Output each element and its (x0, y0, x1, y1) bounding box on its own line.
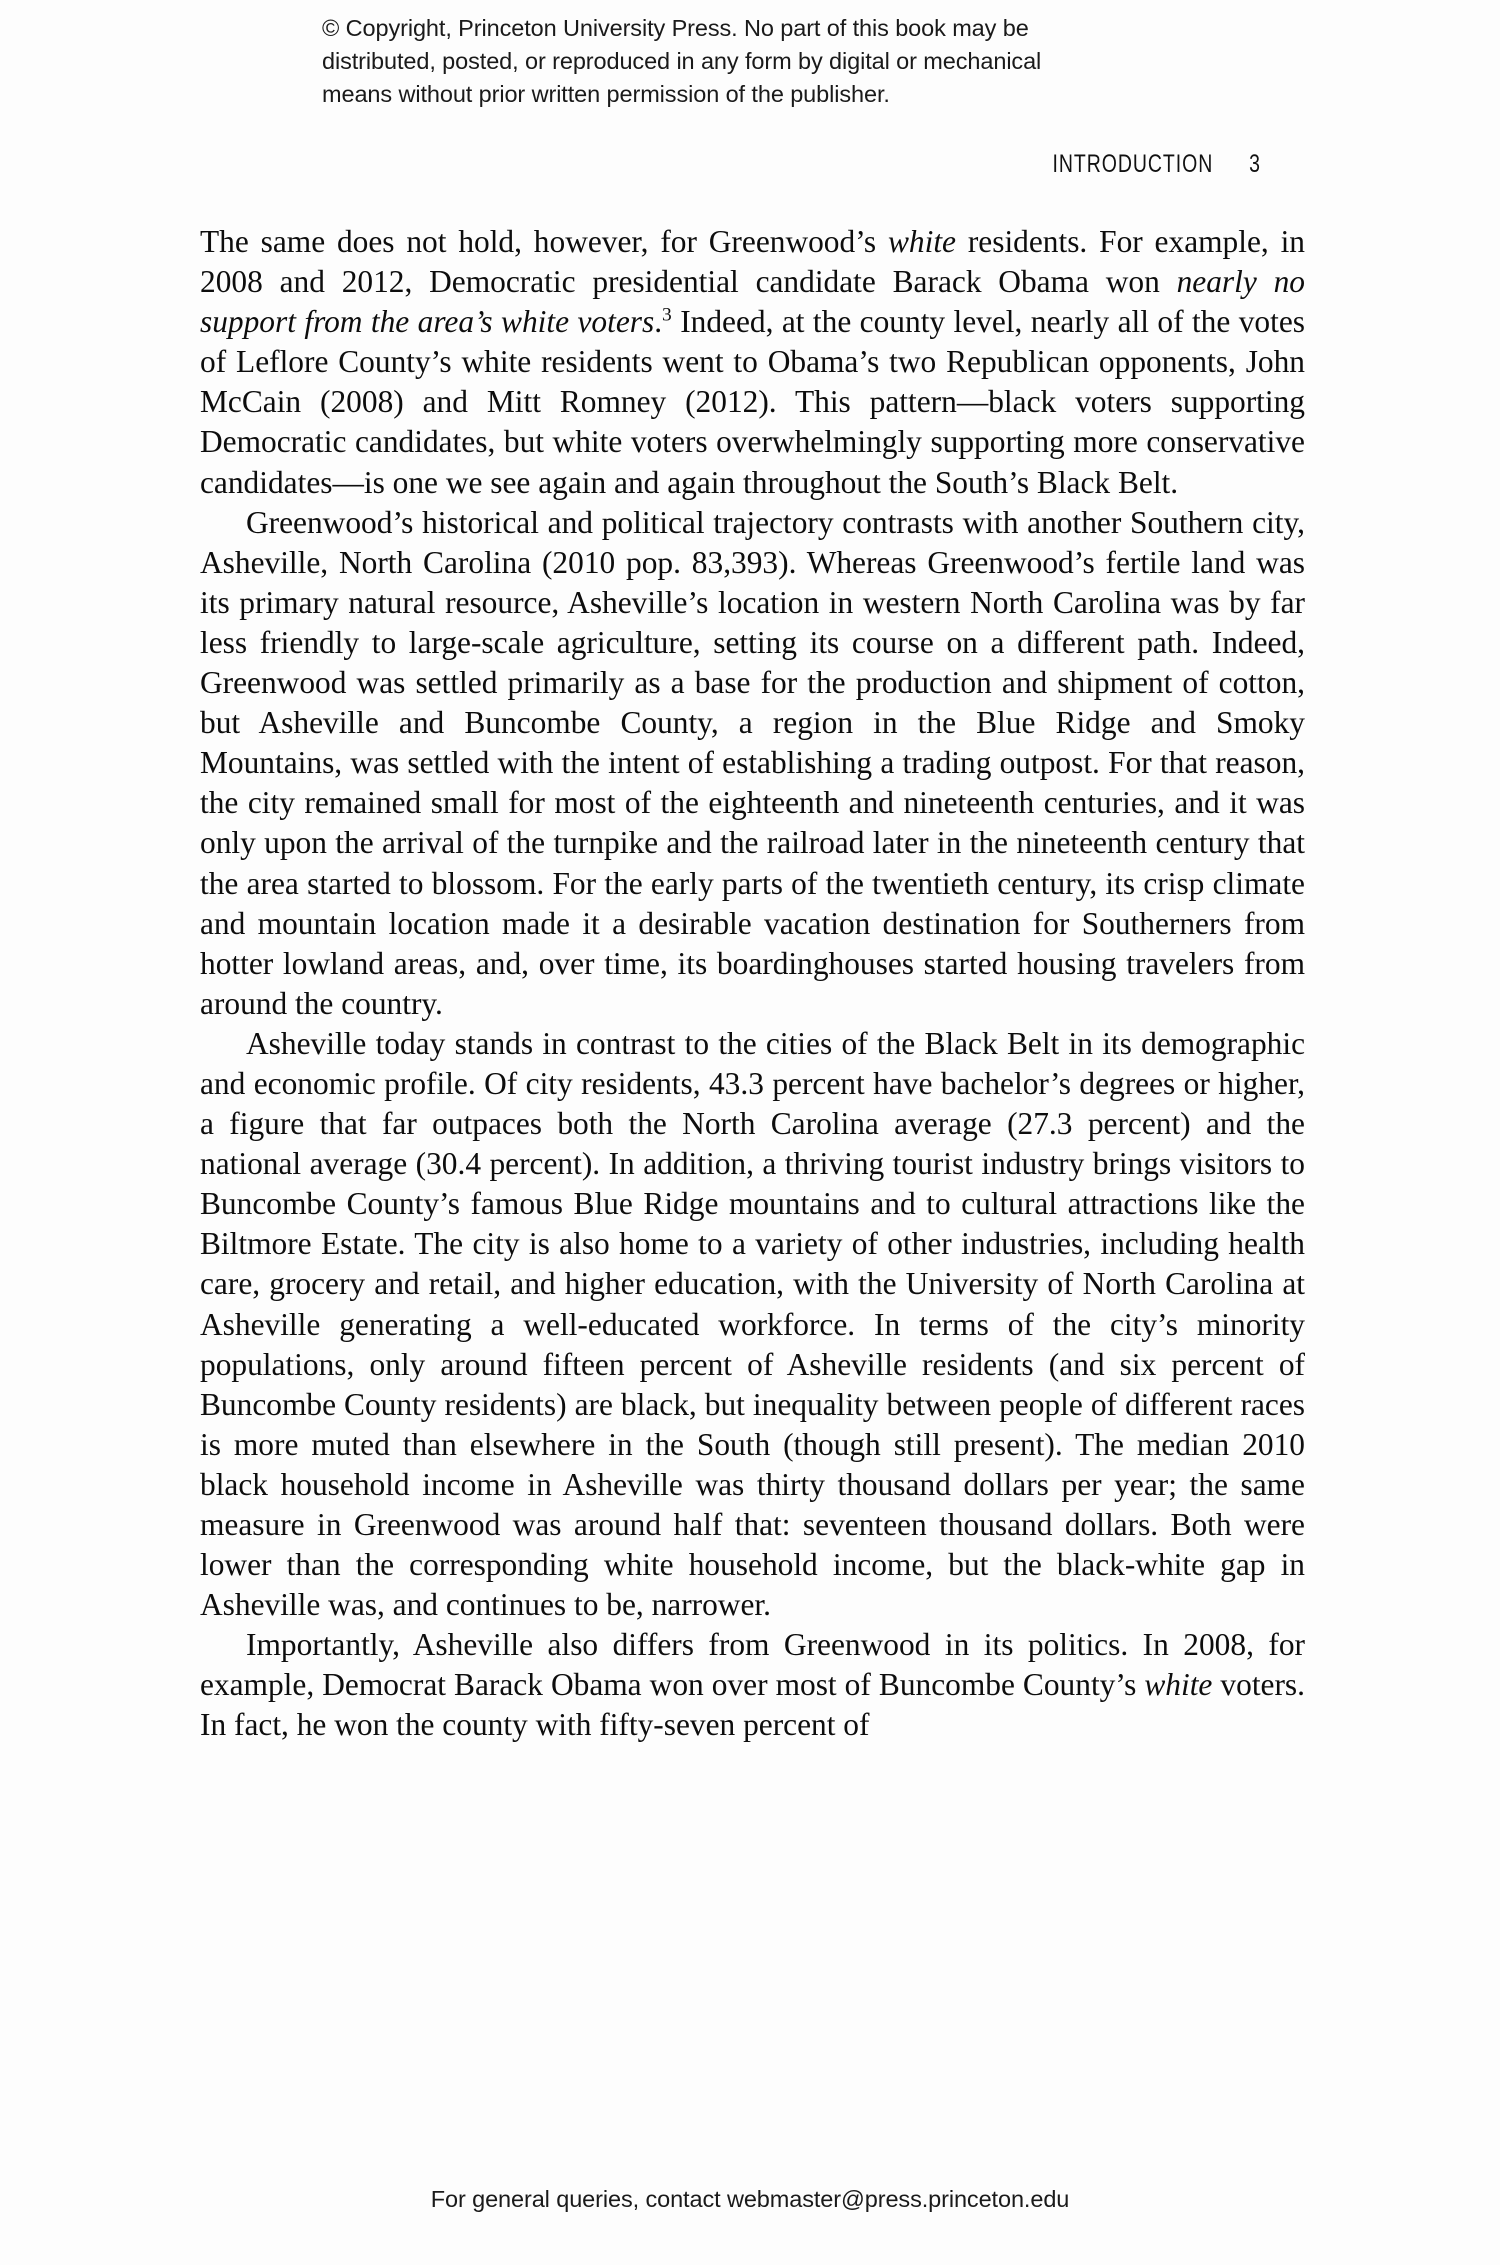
copyright-line-2: distributed, posted, or reproduced in any form by digital or mechanical (322, 48, 1042, 74)
text-run: The same does not hold, however, for Greenwood’s (200, 224, 888, 259)
italic-phrase: white (1144, 1667, 1213, 1703)
text-run: voters. In fact, he won the county with fifty-seven percent of (200, 1667, 1305, 1743)
paragraph-2 (200, 503, 1305, 1024)
paragraph-1 (200, 222, 1305, 503)
copyright-notice (322, 12, 1152, 111)
footnote-marker: 3 (662, 304, 672, 326)
copyright-line-3: means without prior written permission of the publisher. (322, 81, 890, 107)
paragraph-3 (200, 1024, 1305, 1625)
italic-phrase: white (887, 224, 956, 259)
paragraph-4 (200, 1625, 1305, 1745)
body-text (200, 222, 1305, 1746)
text-run: residents. For example, in 2008 and 2012, Democratic presidential candidate Barack Obama won (200, 224, 1305, 300)
italic-phrase: nearly no support from the area’s white voters (200, 264, 1305, 340)
footer-query-line: For general queries, contact webmaster@press.princeton.edu (430, 2186, 1070, 2212)
copyright-line-1: © Copyright, Princeton University Press. No part of this book may be (322, 15, 1029, 41)
text-run: Greenwood’s historical and political trajectory contrasts with another Southern city, Asheville, North Carolina (2010 pop. 83,393). Whereas Greenwood’s fertile land was its primary natural resource, Asheville’s location in western North Carolina was by far less friendly to large-scale agriculture, setting its course on a different path. Indeed, Greenwood was settled primarily as a base for the production and shipment of cotton, but Asheville and Buncombe County, a region in the Blue Ridge and Smoky Mountains, was settled with the intent of establishing a trading outpost. For that reason, the city remained small for most of the eighteenth and nineteenth centuries, and it was only upon the arrival of the turnpike and the railroad later in the nineteenth century that the area started to blossom. For the early parts of the twentieth century, its crisp climate and mountain location made it a desirable vacation destination for Southerners from hotter lowland areas, and, over time, its boardinghouses started housing travelers from around the country. (200, 504, 1305, 1021)
text-run: . (654, 304, 663, 340)
running-head (0, 150, 1500, 184)
text-run: Indeed, at the county level, nearly all of the votes of Leflore County’s white residents went to Obama’s two Republican opponents, John McCain (2008) and Mitt Romney (2012). This pattern—black voters supporting Democratic candidates, but white voters overwhelmingly supporting more conservative candidates—is one we see again and again throughout the South’s Black Belt. (200, 304, 1305, 500)
page-number: 3 (1249, 150, 1260, 178)
text-run: Asheville today stands in contrast to the cities of the Black Belt in its demographic and economic profile. Of city residents, 43.3 percent have bachelor’s degrees or higher, a figure that far outpaces both the North Carolina average (27.3 percent) and the national average (30.4 percent). In addition, a thriving tourist industry brings visitors to Buncombe County’s famous Blue Ridge mountains and to cultural attractions like the Biltmore Estate. The city is also home to a variety of other industries, including health care, grocery and retail, and higher education, with the University of North Carolina at Asheville generating a well-educated workforce. In terms of the city’s minority populations, only around fifteen percent of Asheville residents (and six percent of Buncombe County residents) are black, but inequality between people of different races is more muted than elsewhere in the South (though still present). The median 2010 black household income in Asheville was thirty thousand dollars per year; the same measure in Greenwood was around half that: seventeen thousand dollars. Both were lower than the corresponding white household income, but the black-white gap in Asheville was, and continues to be, narrower. (200, 1025, 1305, 1623)
running-head-chapter: INTRODUCTION (1052, 150, 1214, 178)
text-run: Importantly, Asheville also differs from Greenwood in its politics. In 2008, for example, Democrat Barack Obama won over most of Buncombe County’s (200, 1627, 1305, 1703)
